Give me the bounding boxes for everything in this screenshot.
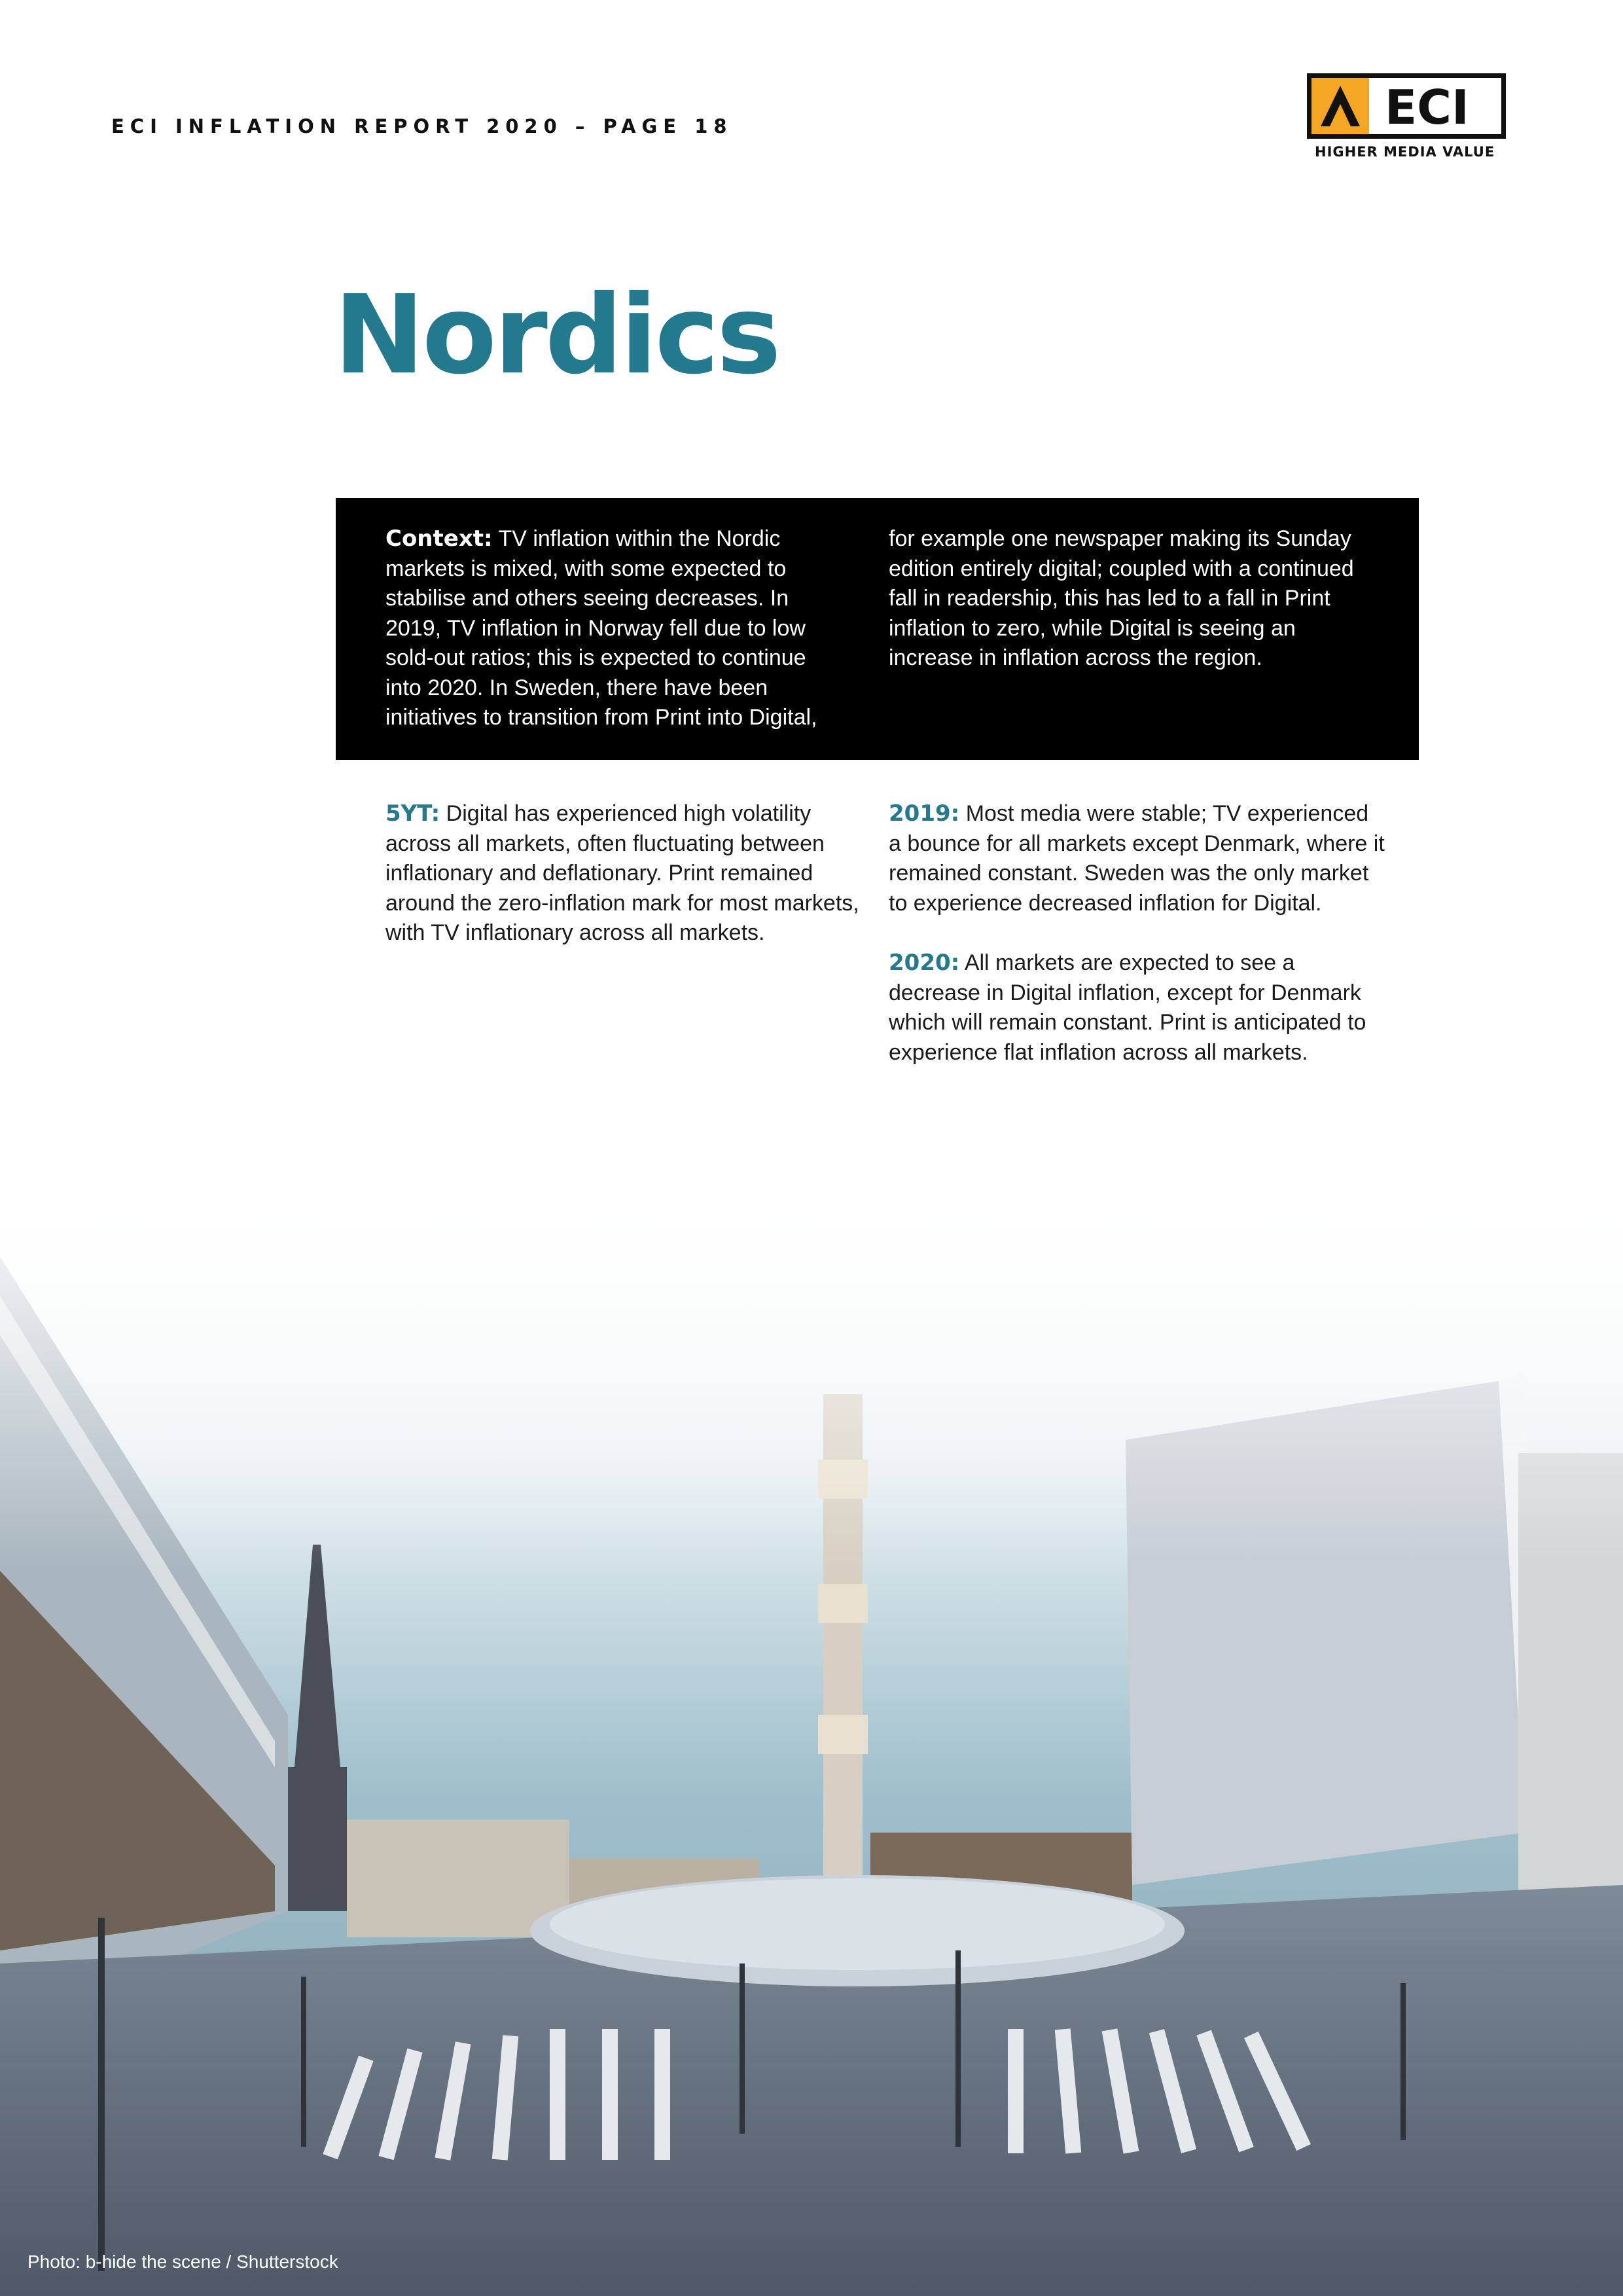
city-square-photo <box>0 1178 1623 2296</box>
eci-logo <box>1306 71 1515 169</box>
logo-wordmark: ECI <box>1385 80 1469 135</box>
context-column-right <box>889 524 1373 673</box>
running-header: ECI INFLATION REPORT 2020 – PAGE 18 <box>111 115 733 137</box>
logo-frame <box>1307 73 1506 139</box>
eci-logo-icon <box>1311 78 1369 134</box>
context-box <box>336 498 1419 760</box>
fiveyt-text: Digital has experienced high volatility across all markets, often fluctuating between inflationary and deflationary. Print remained around the zero-inflation mark for most markets, with TV inflationary across all markets. <box>385 801 859 945</box>
section-2020 <box>889 948 1386 1067</box>
page-title: Nordics <box>334 272 779 399</box>
context-text-left: TV inflation within the Nordic markets is mixed, with some expected to stabilise and others seeing decreases. In 2019, TV inflation in Norway fell due to low sold-out ratios; this is expected to continue into 2020. In Sweden, there have been initiatives to transition from Print into Digital, <box>385 526 817 730</box>
text-2019: Most media were stable; TV experienced a bounce for all markets except Denmark, where it remained constant. Sweden was the only market to experience decreased inflation for Digital. <box>889 801 1385 916</box>
label-2019: 2019: <box>889 800 960 827</box>
section-2019 <box>889 799 1386 918</box>
context-text-right: for example one newspaper making its Sunday edition entirely digital; coupled with a continued fall in readership, this has led to a fall in Print inflation to zero, while Digital is seeing an increase in inflation across the region. <box>889 526 1354 670</box>
year-sections <box>889 799 1386 1098</box>
fiveyt-label: 5YT: <box>385 800 440 827</box>
context-label: Context: <box>385 526 493 552</box>
context-column-left <box>385 524 830 733</box>
photo-credit: Photo: b-hide the scene / Shutterstock <box>27 2251 338 2272</box>
fiveyt-section <box>385 799 870 978</box>
label-2020: 2020: <box>889 950 960 976</box>
logo-tagline: HIGHER MEDIA VALUE <box>1315 144 1495 160</box>
text-2020: All markets are expected to see a decrease in Digital inflation, except for Denmark which will remain constant. Print is anticipated to experience flat inflation across all markets. <box>889 950 1366 1065</box>
